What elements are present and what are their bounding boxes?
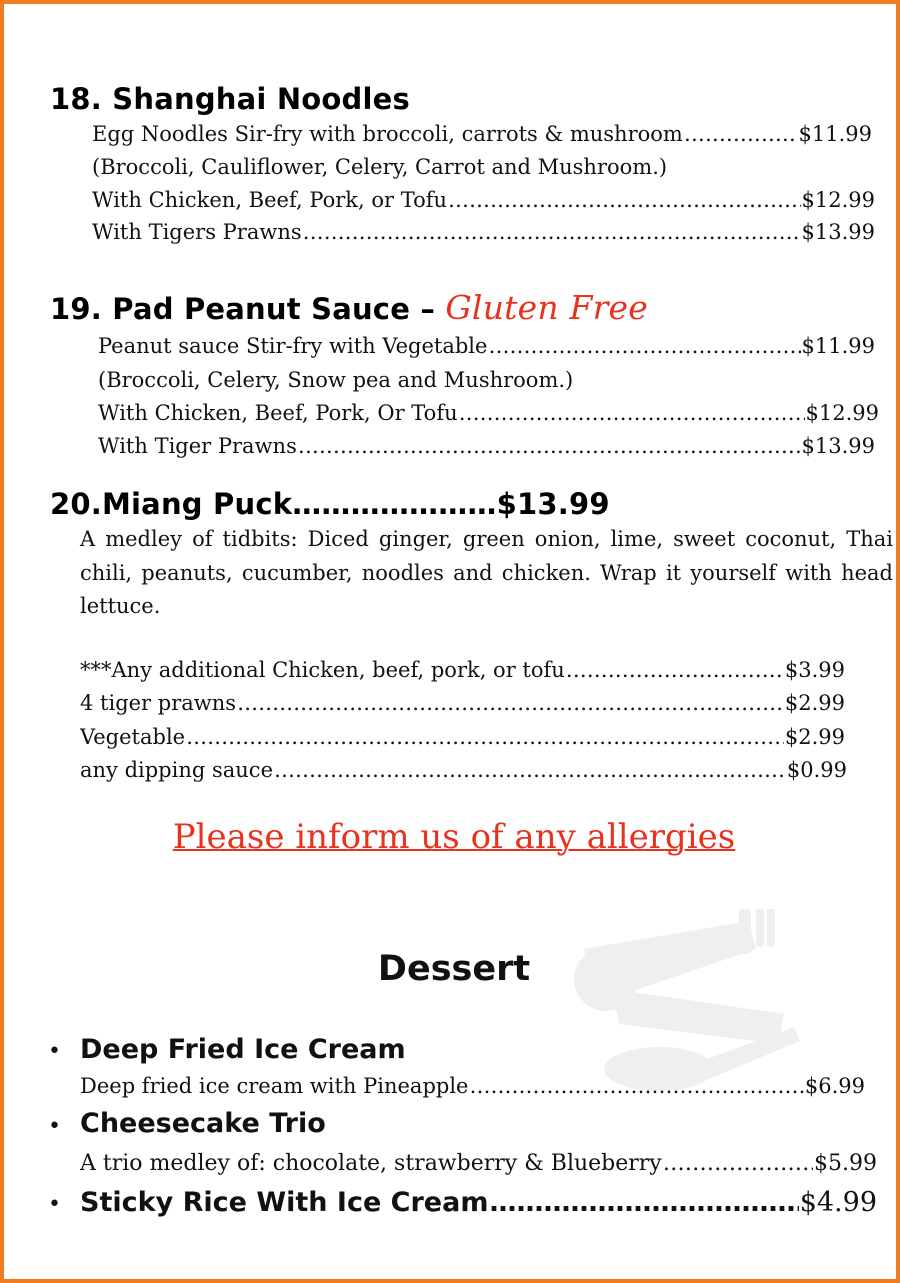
dessert-line xyxy=(80,1147,877,1180)
menu-line xyxy=(98,430,875,463)
menu-line xyxy=(98,397,879,430)
dish-title-text: 19. Pad Peanut Sauce – xyxy=(50,292,446,326)
menu-note xyxy=(92,151,872,184)
line-text: Peanut sauce Stir-fry with Vegetable xyxy=(98,334,488,358)
leader-dots xyxy=(459,397,805,430)
line-price: $5.99 xyxy=(814,1151,877,1176)
menu-note xyxy=(98,364,875,397)
leader-dots xyxy=(186,721,784,754)
line-text: 4 tiger prawns xyxy=(80,691,237,715)
line-text: With Tiger Prawns xyxy=(98,434,297,458)
extra-line xyxy=(80,654,845,687)
dessert-name-cheesecake-trio: Cheesecake Trio xyxy=(80,1108,326,1139)
dessert-name-deep-fried-ice-cream: Deep Fried Ice Cream xyxy=(80,1034,406,1065)
line-price: $12.99 xyxy=(805,401,879,425)
leader-dots xyxy=(684,118,798,151)
line-text: A trio medley of: chocolate, strawberry & Blueberry xyxy=(80,1151,662,1176)
line-price: $4.99 xyxy=(799,1187,877,1218)
menu-line xyxy=(92,118,872,151)
dish-title-pad-peanut-sauce xyxy=(50,288,648,327)
dessert-name-sticky-rice: Sticky Rice With Ice Cream xyxy=(80,1187,489,1218)
leader-dots xyxy=(237,687,784,720)
line-price: $0.99 xyxy=(786,758,847,782)
line-text: ***Any additional Chicken, beef, pork, or tofu xyxy=(80,658,565,682)
line-text: With Tigers Prawns xyxy=(92,220,302,244)
line-price: $2.99 xyxy=(784,725,845,749)
menu-line xyxy=(98,330,875,363)
leader-dots xyxy=(469,1070,803,1103)
extra-line xyxy=(80,687,845,720)
line-text: Deep fried ice cream with Pineapple xyxy=(80,1074,469,1098)
dish-description-miang-puck: A medley of tidbits: Diced ginger, green onion, lime, sweet coconut, Thai chili, peanuts, cucumber, noodles and chicken. Wrap it yourself with head lettuce. xyxy=(80,527,893,618)
dish-title-shanghai-noodles: 18. Shanghai Noodles xyxy=(50,82,410,116)
line-text: With Chicken, Beef, Pork, Or Tofu xyxy=(98,401,458,425)
dessert-line-sticky-rice xyxy=(80,1184,877,1222)
allergy-notice: Please inform us of any allergies xyxy=(172,817,736,857)
gluten-free-tag: Gluten Free xyxy=(445,288,649,327)
dessert-heading: Dessert xyxy=(377,949,531,989)
menu-line xyxy=(92,184,875,217)
line-text: (Broccoli, Cauliflower, Celery, Carrot and Mushroom.) xyxy=(92,155,668,179)
leader-dots xyxy=(488,330,800,363)
line-price: $6.99 xyxy=(804,1074,865,1098)
bullet-icon: • xyxy=(48,1114,61,1139)
line-price: $2.99 xyxy=(784,691,845,715)
line-price: $11.99 xyxy=(798,122,872,146)
line-text: Vegetable xyxy=(80,725,186,749)
bullet-icon: • xyxy=(48,1192,61,1217)
dessert-line xyxy=(80,1070,865,1103)
line-price: $3.99 xyxy=(784,658,845,682)
line-text: Egg Noodles Sir-fry with broccoli, carrots & mushroom xyxy=(92,122,683,146)
line-text: any dipping sauce xyxy=(80,758,273,782)
leader-dots xyxy=(298,430,801,463)
leader-dots xyxy=(448,184,800,217)
line-price: $13.99 xyxy=(801,220,875,244)
extra-line xyxy=(80,754,847,787)
leader-dots xyxy=(274,754,786,787)
line-price: $12.99 xyxy=(801,188,875,212)
leader-dots xyxy=(566,654,784,687)
line-price: $11.99 xyxy=(801,334,875,358)
leader-dots xyxy=(489,1184,798,1222)
dish-title-miang-puck: 20.Miang Puck…………………$13.99 xyxy=(50,487,610,521)
leader-dots xyxy=(303,216,801,249)
bullet-icon: • xyxy=(48,1039,61,1064)
line-text: (Broccoli, Celery, Snow pea and Mushroom.) xyxy=(98,368,574,392)
line-text: With Chicken, Beef, Pork, or Tofu xyxy=(92,188,448,212)
extra-line xyxy=(80,721,845,754)
leader-dots xyxy=(663,1147,813,1180)
menu-line xyxy=(92,216,875,249)
line-price: $13.99 xyxy=(801,434,875,458)
